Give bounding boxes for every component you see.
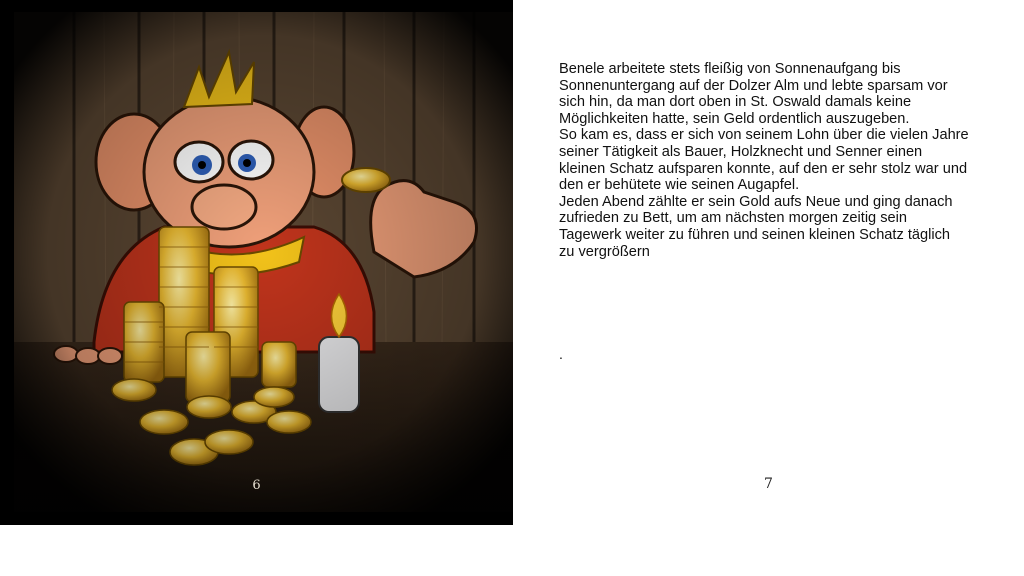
trailing-mark: . xyxy=(559,346,563,362)
page-number-right: 7 xyxy=(764,476,773,492)
paragraph-3: Jeden Abend zählte er sein Gold aufs Neue und ging danach zufrieden zu Bett, um am nächsten morgen zeitig sein Tagewerk weiter zu führen und seinen kleinen Schatz täglich zu vergrößern xyxy=(559,193,953,260)
story-text xyxy=(559,61,969,260)
page-number-left: 6 xyxy=(252,478,261,493)
illustration xyxy=(14,12,513,512)
goblin-counting-gold-icon xyxy=(14,12,513,512)
left-page xyxy=(0,0,513,525)
paragraph-2: So kam es, dass er sich von seinem Lohn über die vielen Jahre seiner Tätigkeit als Bauer, Holzknecht und Senner einen kleinen Schatz aufsparen konnte, auf den er sehr stolz war und den er behütete wie seinen Augapfel. xyxy=(559,127,969,194)
right-page xyxy=(513,0,1024,525)
paragraph-1: Benele arbeitete stets fleißig von Sonnenaufgang bis Sonnenuntergang auf der Dolzer Alm und lebte sparsam vor sich hin, da man dort oben in St. Oswald damals keine Möglichkeiten hatte, sein Geld ordentlich auszugeben. xyxy=(559,61,948,127)
